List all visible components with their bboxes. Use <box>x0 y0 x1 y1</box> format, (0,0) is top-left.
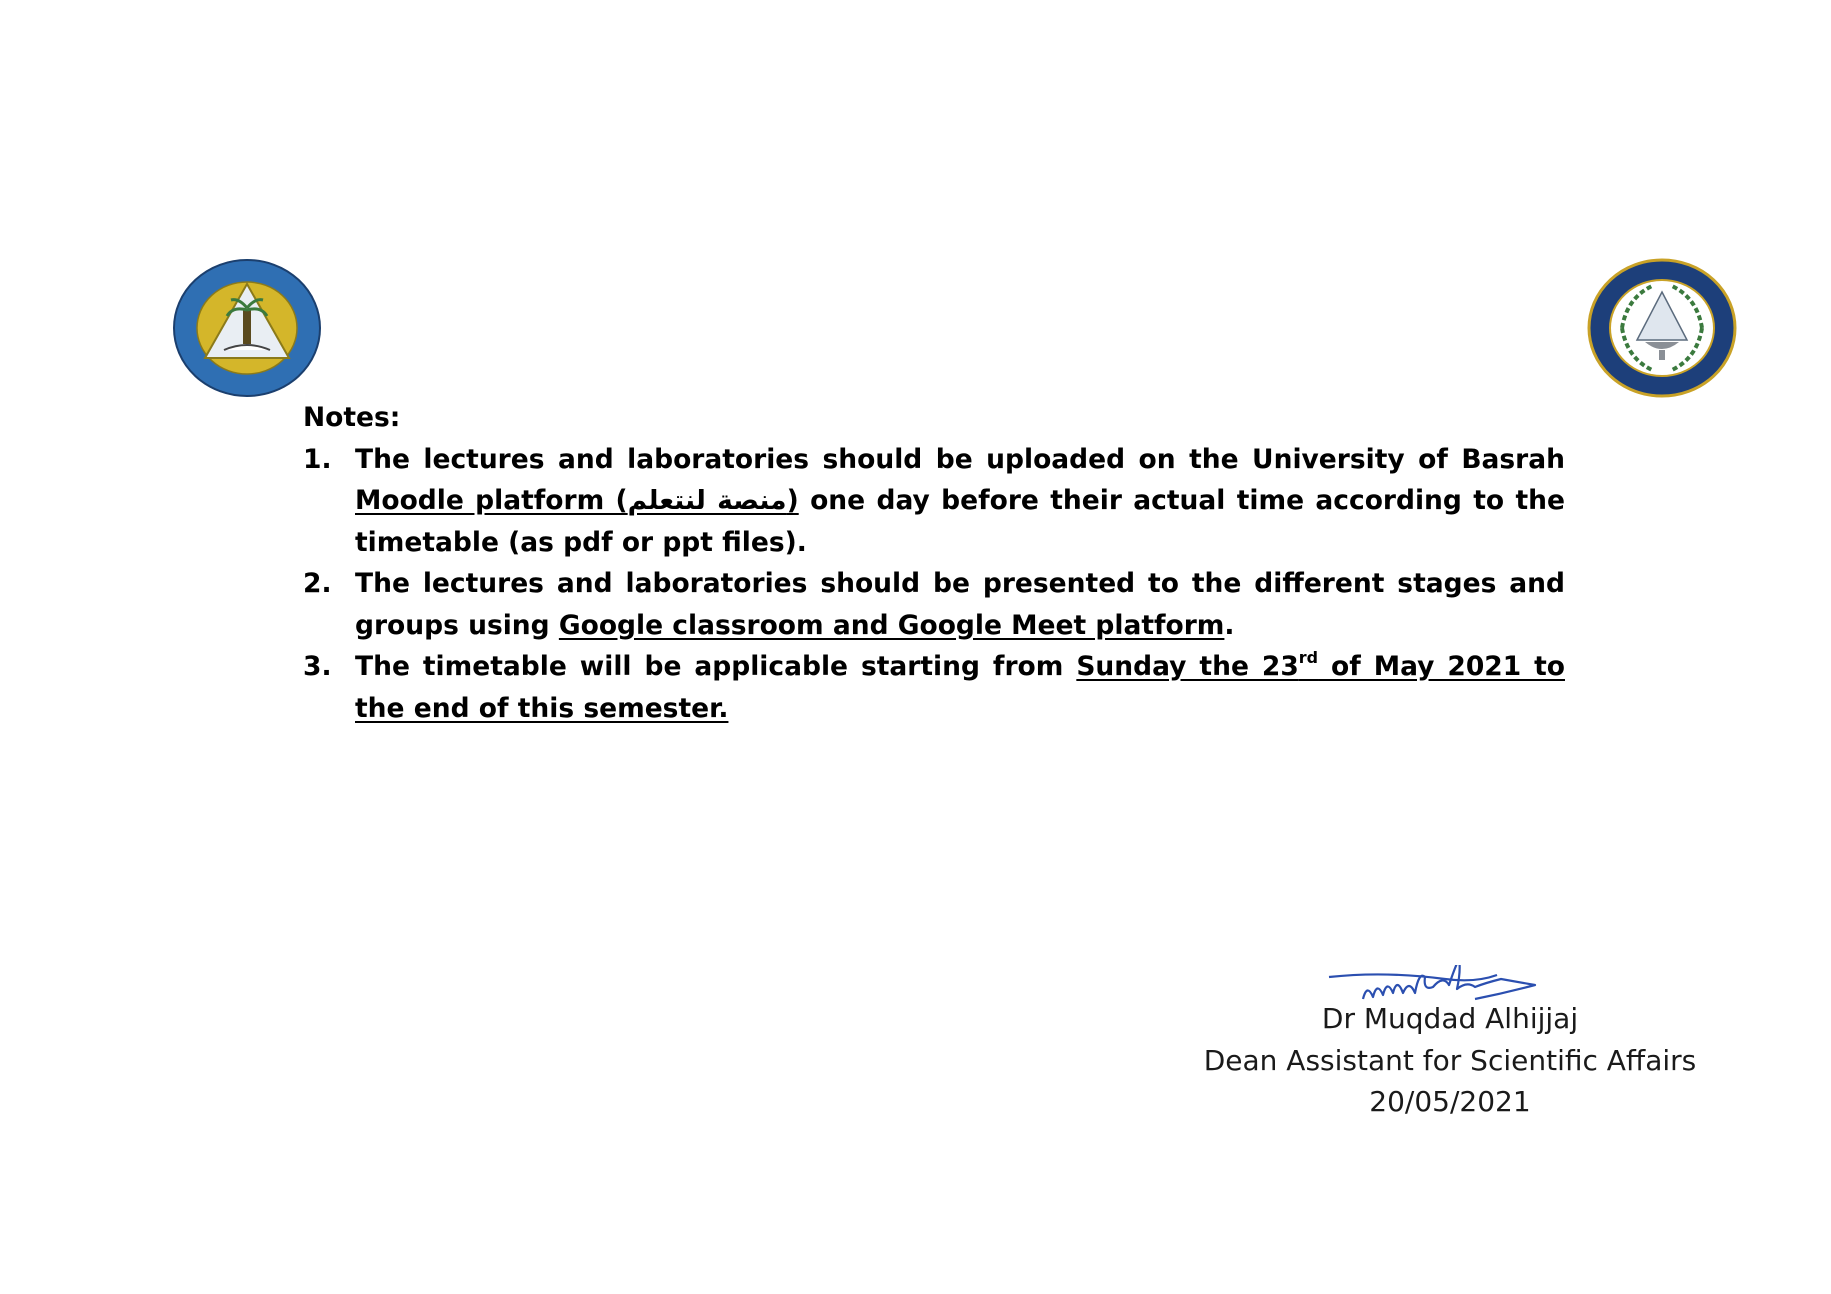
notes-section <box>303 397 1565 729</box>
notes-title: Notes: <box>303 402 401 433</box>
note-number: 3. <box>303 651 332 682</box>
start-date-part: Sunday the 23 <box>1076 651 1299 682</box>
note-number: 2. <box>303 568 332 599</box>
start-date-part: of May 2021 to the end of this semester. <box>355 651 1565 724</box>
note-number: 1. <box>303 443 332 475</box>
google-platform-text: Google classroom and Google Meet platform <box>558 609 1225 641</box>
note-text: . <box>1224 609 1235 641</box>
note-text: The lectures and laboratories should be uploaded on the University of Basrah <box>355 443 1565 475</box>
note-item <box>303 646 1565 729</box>
notes-list <box>303 439 1565 730</box>
ordinal-suffix: rd <box>1298 648 1319 668</box>
note-item <box>303 563 1565 646</box>
signature-block <box>1160 998 1740 1123</box>
university-of-basrah-logo <box>172 258 322 398</box>
signer-name: Dr Muqdad Alhijjaj <box>1321 1002 1579 1035</box>
note-text: one day before their actual time according to the timetable (as pdf or ppt files). <box>355 485 1565 558</box>
signer-title: Dean Assistant for Scientific Affairs <box>1203 1043 1697 1077</box>
moodle-platform-text: Moodle platform (منصة لنتعلم) <box>355 485 799 516</box>
note-item <box>303 439 1565 564</box>
college-of-pharmacy-logo <box>1587 258 1737 398</box>
note-text: The timetable will be applicable starting from <box>355 651 1077 682</box>
signature-date: 20/05/2021 <box>1369 1085 1531 1118</box>
note-text: The lectures and laboratories should be presented to the different stages and groups using <box>355 568 1565 641</box>
